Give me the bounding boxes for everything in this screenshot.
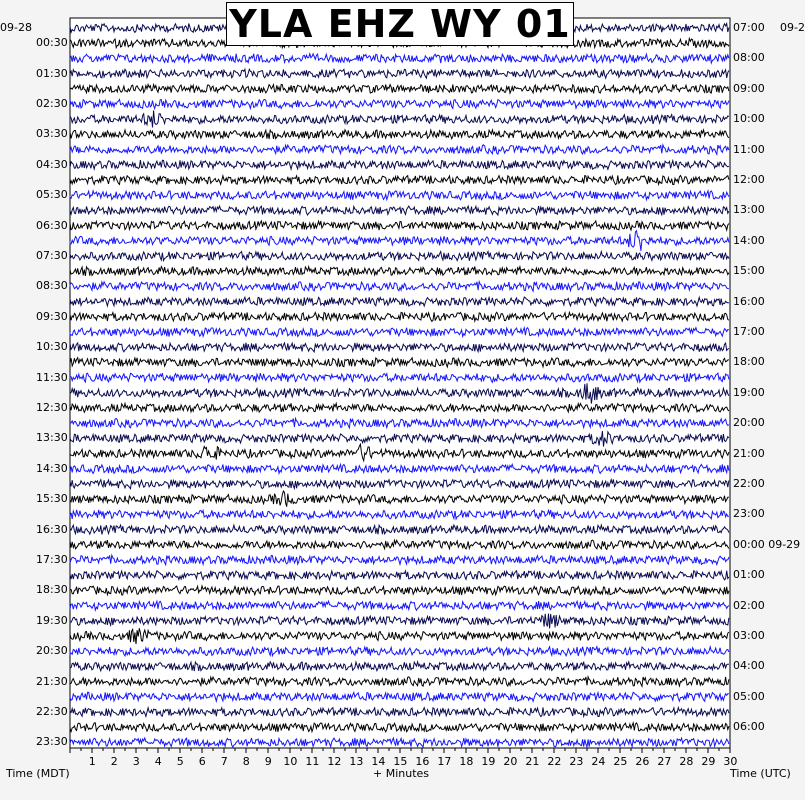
left-time-label: 17:30 (36, 553, 68, 566)
x-tick-label: 18 (459, 755, 474, 768)
x-tick-label: 22 (547, 755, 562, 768)
x-tick-label: 19 (481, 755, 496, 768)
left-time-label: 13:30 (36, 431, 68, 445)
right-time-label: 16:00 (733, 294, 765, 308)
x-tick-label: 27 (657, 755, 672, 768)
right-time-label: 06:00 (733, 720, 765, 734)
right-time-label: 01:00 (733, 568, 765, 582)
left-time-label: 08:30 (36, 279, 68, 293)
left-time-label: 01:30 (36, 66, 68, 80)
x-tick-label: 7 (220, 755, 228, 768)
left-time-label: 10:30 (36, 340, 68, 354)
x-tick-label: 3 (132, 755, 140, 768)
x-tick-label: 12 (327, 755, 342, 768)
left-time-label: 22:30 (36, 705, 68, 718)
x-tick-label: 23 (569, 755, 584, 768)
x-tick-label: 10 (283, 755, 298, 768)
left-time-label: 06:30 (36, 218, 68, 232)
x-tick-label: 4 (154, 755, 162, 768)
left-time-label: 12:30 (36, 401, 68, 414)
x-tick-label: 14 (371, 755, 386, 768)
left-date-label: 09-28 (0, 21, 32, 34)
right-time-label: 09:00 (733, 81, 765, 95)
x-tick-label: 25 (613, 755, 628, 768)
right-time-label: 07:00 (733, 21, 765, 34)
left-time-label: 07:30 (36, 249, 68, 262)
x-tick-label: 30 (723, 755, 738, 768)
right-time-label: 19:00 (733, 385, 765, 399)
right-time-label: 18:00 (733, 355, 765, 369)
right-time-label: 17:00 (733, 325, 765, 338)
x-axis-label: + Minutes (373, 767, 430, 780)
x-tick-label: 20 (503, 755, 518, 768)
left-time-label: 11:30 (36, 370, 68, 384)
right-time-label: 14:00 (733, 233, 765, 247)
right-time-label: 22:00 (733, 477, 765, 490)
left-time-label: 15:30 (36, 492, 68, 506)
x-tick-label: 28 (679, 755, 694, 768)
right-time-label: 20:00 (733, 416, 765, 430)
right-time-label: 05:00 (733, 689, 765, 703)
right-date-label: 09-2 (780, 21, 805, 34)
right-time-label: 08:00 (733, 51, 765, 65)
left-time-label: 23:30 (36, 735, 68, 749)
left-time-label: 04:30 (36, 157, 68, 171)
x-tick-label: 5 (176, 755, 184, 768)
right-time-label: 13:00 (733, 203, 765, 217)
x-tick-label: 6 (198, 755, 206, 768)
left-time-label: 16:30 (36, 522, 68, 536)
x-tick-label: 24 (591, 755, 606, 768)
x-tick-label: 9 (264, 755, 272, 768)
right-time-label: 00:00 09-29 (733, 537, 801, 551)
left-time-label: 00:30 (36, 36, 68, 50)
left-time-label: 05:30 (36, 188, 68, 202)
right-time-label: 15:00 (733, 264, 765, 278)
right-axis-label: Time (UTC) (730, 767, 791, 780)
left-time-label: 20:30 (36, 644, 68, 658)
x-tick-label: 21 (525, 755, 540, 768)
x-tick-label: 16 (415, 755, 430, 768)
left-time-label: 18:30 (36, 583, 68, 597)
right-time-label: 21:00 (733, 446, 765, 460)
left-time-label: 02:30 (36, 97, 68, 110)
left-axis-label: Time (MDT) (6, 767, 70, 780)
left-time-label: 03:30 (36, 127, 68, 141)
right-time-label: 03:00 (733, 629, 765, 642)
left-time-label: 14:30 (36, 461, 68, 475)
right-time-label: 10:00 (733, 112, 765, 126)
x-axis-ticks (70, 748, 730, 753)
right-time-label: 02:00 (733, 598, 765, 612)
x-tick-label: 1 (88, 755, 96, 768)
x-tick-label: 11 (305, 755, 320, 768)
left-time-label: 21:30 (36, 674, 68, 688)
x-tick-label: 8 (242, 755, 250, 768)
x-tick-label: 29 (701, 755, 716, 768)
right-time-label: 23:00 (733, 507, 765, 521)
left-time-label: 09:30 (36, 309, 68, 323)
x-tick-label: 13 (349, 755, 364, 768)
right-time-label: 11:00 (733, 142, 765, 156)
right-time-label: 04:00 (733, 659, 765, 673)
x-tick-label: 17 (437, 755, 452, 768)
x-tick-label: 15 (393, 755, 408, 768)
x-tick-label: 26 (635, 755, 650, 768)
chart-title: YLA EHZ WY 01 (226, 2, 574, 46)
right-time-label: 12:00 (733, 173, 765, 186)
left-time-label: 19:30 (36, 613, 68, 627)
x-tick-label: 2 (110, 755, 118, 768)
